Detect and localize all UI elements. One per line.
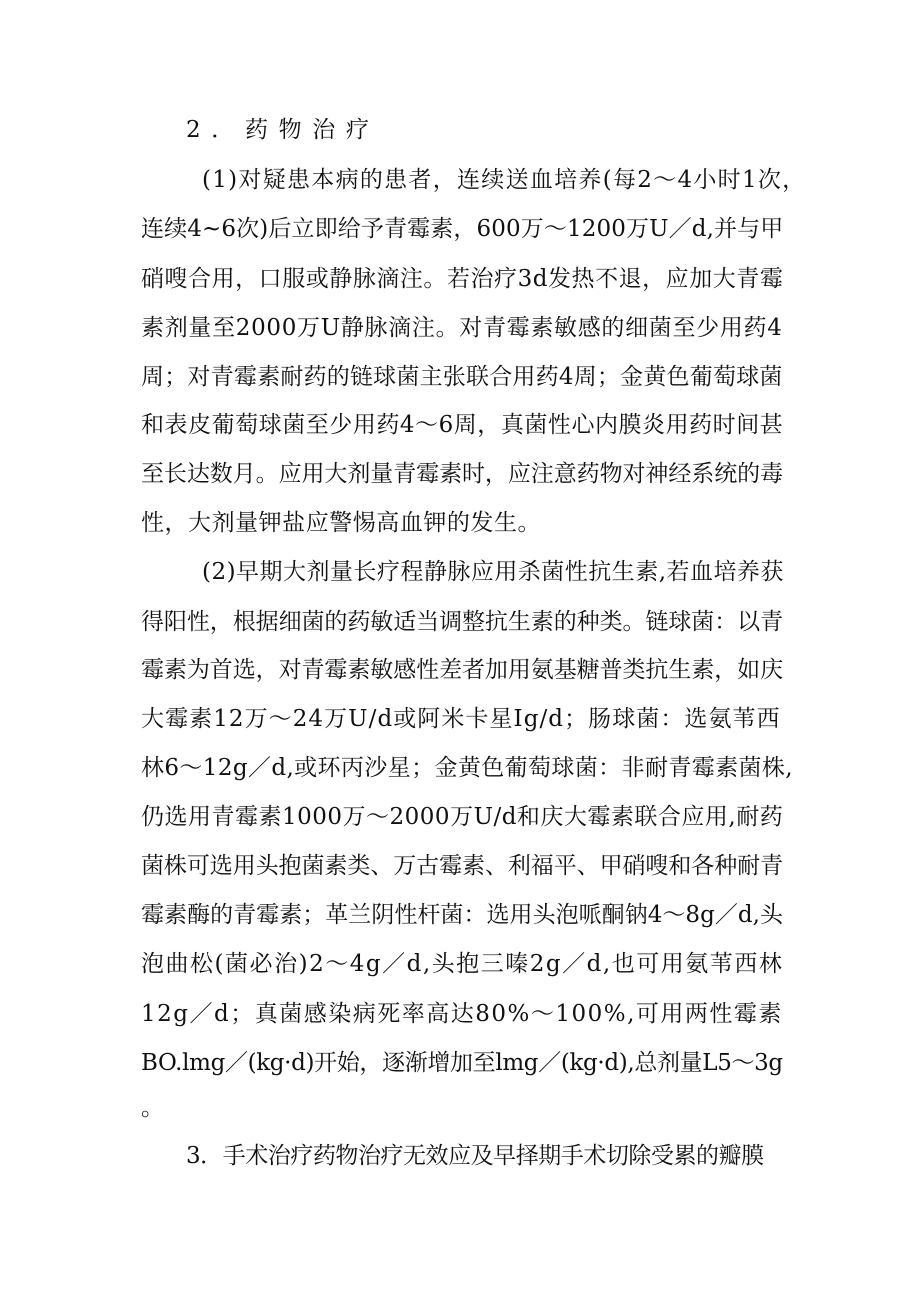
paragraph-1-line: 硝嗖合用，口服或静脉滴注。若治疗3d发热不退，应加大青霉 [141,266,784,292]
section-2-heading: 2．药物治疗 [186,117,380,143]
paragraph-1-line: 性，大剂量钾盐应警惕高血钾的发生。 [141,510,541,536]
paragraph-2-line: 霉素酶的青霉素；革兰阴性杆菌：选用头泡哌酮钠4～8g／d,头 [141,902,784,928]
paragraph-1-line: (1)对疑患本病的患者，连续送血培养(每2～4小时1次， [202,167,807,193]
paragraph-1-line: 周；对青霉素耐药的链球菌主张联合用药4周；金黄色葡萄球菌 [141,364,783,390]
paragraph-2-line: 得阳性，根据细菌的药敏适当调整抗生素的种类。链球菌：以青 [141,609,784,635]
paragraph-2-line: 菌株可选用头抱菌素类、万古霉素、利福平、甲硝嗖和各种耐青 [141,853,784,879]
paragraph-2-line: 霉素为首选，对青霉素敏感性差者加用氨基糖普类抗生素，如庆 [141,657,784,683]
paragraph-2-line: 仍选用青霉素1000万～2000万U/d和庆大霉素联合应用,耐药 [141,804,784,830]
paragraph-2-line: 大霉素12万～24万U/d或阿米卡星Ig/d；肠球菌：选氨苇西 [141,706,781,732]
paragraph-1-line: 和表皮葡萄球菌至少用药4～6周，真菌性心内膜炎用药时间甚 [141,412,784,438]
paragraph-2-line: 。 [141,1095,164,1121]
paragraph-2-line: 泡曲松(菌必治)2～4g／d,头抱三嗪2g／d,也可用氨苇西林 [141,951,784,977]
paragraph-1-line: 至长达数月。应用大剂量青霉素时，应注意药物对神经系统的毒 [141,461,784,487]
paragraph-2-line: (2)早期大剂量长疗程静脉应用杀菌性抗生素,若血培养获 [202,559,784,585]
paragraph-1-line: 素剂量至2000万U静脉滴注。对青霉素敏感的细菌至少用药4 [141,315,783,341]
paragraph-2-line: 林6～12g／d,或环丙沙星；金黄色葡萄球菌：非耐青霉素菌株, [141,755,793,781]
paragraph-2-line: BO.lmg／(kg·d)开始，逐渐增加至lmg／(kg·d),总剂量L5～3g [141,1050,783,1076]
paragraph-1-line: 连续4~6次)后立即给予青霉素，600万～1200万U／d,并与甲 [141,216,784,242]
section-3-heading: 3．手术治疗药物治疗无效应及早择期手术切除受累的瓣膜 [186,1143,764,1169]
paragraph-2-line: 12g／d；真菌感染病死率高达80%～100%,可用两性霉素 [141,1001,783,1027]
